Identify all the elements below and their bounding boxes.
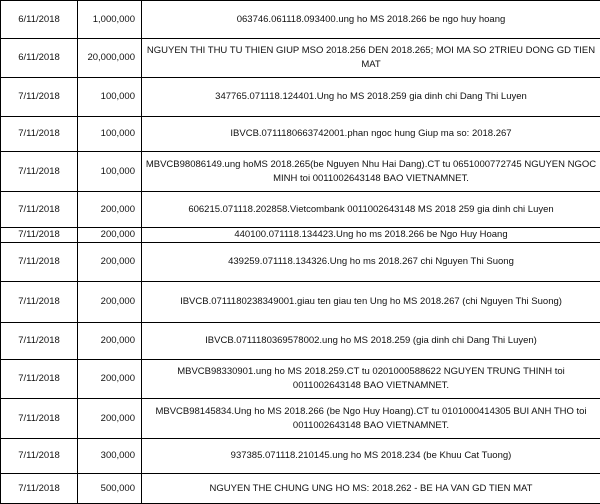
donation-table-body (1, 1, 600, 504)
row-date: 7/11/2018 (1, 323, 78, 360)
table-row (1, 282, 600, 323)
row-description: MBVCB98086149.ung hoMS 2018.265(be Nguyen Nhu Hai Dang).CT tu 0651000772745 NGUYEN NGOC MINH toi 0011002643148 BAO VIETNAMNET. (142, 152, 600, 192)
row-amount: 500,000 (78, 474, 142, 504)
row-date: 7/11/2018 (1, 228, 78, 243)
row-amount: 1,000,000 (78, 1, 142, 39)
table-row (1, 78, 600, 117)
table-row (1, 39, 600, 78)
row-amount: 20,000,000 (78, 39, 142, 78)
table-row (1, 243, 600, 282)
row-description: NGUYEN THI THU TU THIEN GIUP MSO 2018.256 DEN 2018.265; MOI MA SO 2TRIEU DONG GD TIEN MAT (142, 39, 600, 78)
row-description: IBVCB.0711180238349001.giau ten giau ten Ung ho MS 2018.267 (chi Nguyen Thi Suong) (142, 282, 600, 323)
row-date: 7/11/2018 (1, 152, 78, 192)
row-date: 7/11/2018 (1, 78, 78, 117)
row-description: IBVCB.0711180369578002.ung ho MS 2018.259 (gia dinh chi Dang Thi Luyen) (142, 323, 600, 360)
row-amount: 200,000 (78, 243, 142, 282)
row-description: 439259.071118.134326.Ung ho ms 2018.267 chi Nguyen Thi Suong (142, 243, 600, 282)
row-description: MBVCB98145834.Ung ho MS 2018.266 (be Ngo Huy Hoang).CT tu 0101000414305 BUI ANH THO toi 0011002643148 BAO VIETNAMNET. (142, 399, 600, 439)
table-row (1, 474, 600, 504)
row-amount: 200,000 (78, 399, 142, 439)
table-row (1, 439, 600, 474)
row-description: 440100.071118.134423.Ung ho ms 2018.266 be Ngo Huy Hoang (142, 228, 600, 243)
row-date: 6/11/2018 (1, 1, 78, 39)
row-date: 7/11/2018 (1, 399, 78, 439)
row-amount: 200,000 (78, 360, 142, 399)
row-date: 7/11/2018 (1, 360, 78, 399)
row-amount: 100,000 (78, 152, 142, 192)
table-row (1, 1, 600, 39)
table-row (1, 192, 600, 228)
row-date: 6/11/2018 (1, 39, 78, 78)
row-amount: 100,000 (78, 78, 142, 117)
row-description: 937385.071118.210145.ung ho MS 2018.234 (be Khuu Cat Tuong) (142, 439, 600, 474)
table-row (1, 228, 600, 243)
row-date: 7/11/2018 (1, 439, 78, 474)
table-row (1, 117, 600, 152)
row-description: IBVCB.0711180663742001.phan ngoc hung Giup ma so: 2018.267 (142, 117, 600, 152)
row-amount: 200,000 (78, 323, 142, 360)
row-description: MBVCB98330901.ung ho MS 2018.259.CT tu 0201000588622 NGUYEN TRUNG THINH toi 0011002643148 BAO VIETNAMNET. (142, 360, 600, 399)
row-description: 063746.061118.093400.ung ho MS 2018.266 be ngo huy hoang (142, 1, 600, 39)
row-date: 7/11/2018 (1, 117, 78, 152)
row-date: 7/11/2018 (1, 192, 78, 228)
row-date: 7/11/2018 (1, 282, 78, 323)
row-description: 347765.071118.124401.Ung ho MS 2018.259 gia dinh chi Dang Thi Luyen (142, 78, 600, 117)
row-amount: 200,000 (78, 282, 142, 323)
row-amount: 100,000 (78, 117, 142, 152)
row-description: 606215.071118.202858.Vietcombank 0011002643148 MS 2018 259 gia dinh chi Luyen (142, 192, 600, 228)
table-row (1, 152, 600, 192)
row-amount: 300,000 (78, 439, 142, 474)
table-row (1, 360, 600, 399)
row-description: NGUYEN THE CHUNG UNG HO MS: 2018.262 - BE HA VAN GD TIEN MAT (142, 474, 600, 504)
row-amount: 200,000 (78, 228, 142, 243)
row-date: 7/11/2018 (1, 243, 78, 282)
row-amount: 200,000 (78, 192, 142, 228)
row-date: 7/11/2018 (1, 474, 78, 504)
table-row (1, 323, 600, 360)
table-row (1, 399, 600, 439)
